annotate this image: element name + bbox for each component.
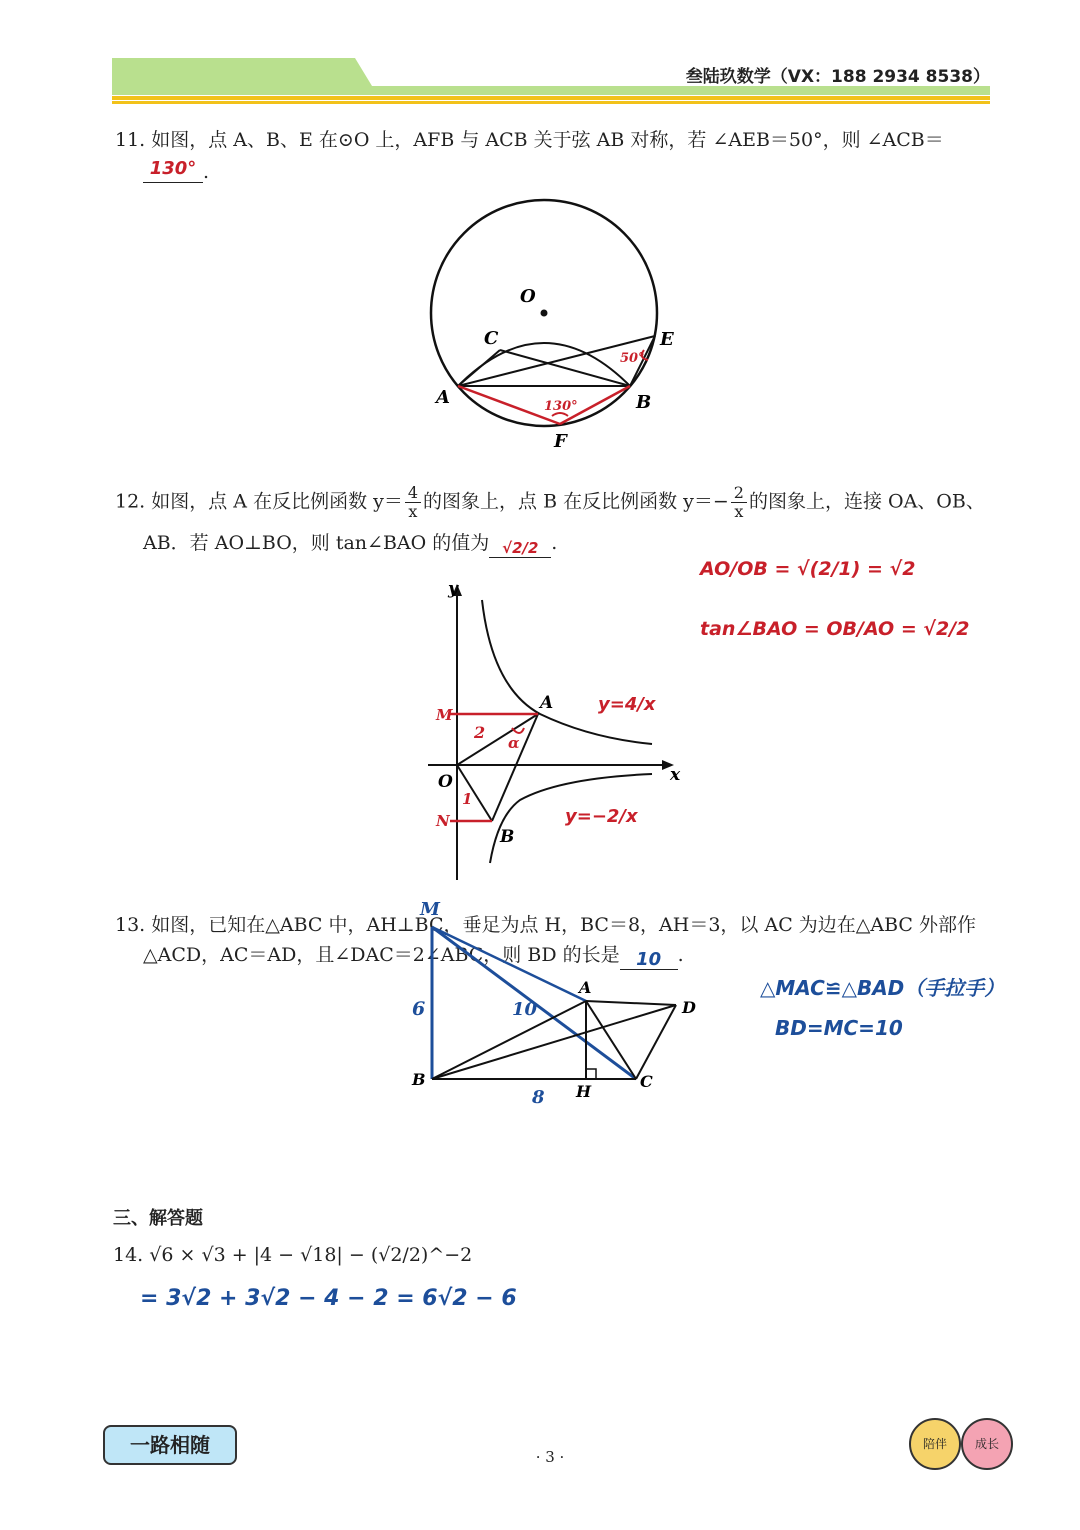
q11-figure [420,190,680,455]
q12-text-line1: 12. 如图，点 A 在反比例函数 y＝ $\frac{4}{x}$ 的图象上，点 B 在反比例函数 y＝− $\frac{2}{x}$ 的图象上，连接 OA、OB、 [115,483,985,521]
q11-label-O: O [520,286,536,307]
q13-text-line1: 13. 如图，已知在△ABC 中，AH⊥BC，垂足为点 H，BC＝8，AH＝3，以 AC 为边在△ABC 外部作 [115,914,976,936]
q12-label-N: N [436,812,450,830]
q12-label-M: M [436,706,453,724]
q13-note-1: △MAC≌△BAD（手拉手） [760,976,1005,1000]
q12-label-y: y [448,579,458,599]
q13-len-6: 6 [412,998,426,1020]
header-brand: 叁陆玖数学（VX：188 2934 8538） [685,67,990,87]
q12-seg-2: 2 [474,723,486,742]
q12-func2-label: y=−2/x [565,806,638,827]
q11-answer-blank: 130° . [143,158,209,183]
footer-circle-grow: 成长 [961,1418,1013,1470]
q13-label-B: B [412,1070,426,1089]
q12-note-1: AO/OB = √(2/1) = √2 [700,558,916,580]
q11-label-C: C [484,328,499,349]
q13-len-10: 10 [512,999,538,1020]
q11-label-B: B [636,392,652,413]
footer-badge: 一路相随 [103,1425,237,1465]
q12-label-B: B [500,827,515,847]
q12-text-line2: AB．若 AO⊥BO，则 tan∠BAO 的值为 √2/2 . [143,532,558,557]
q12-figure [420,578,690,883]
q11-angle-E: 50° [620,351,645,366]
q13-figure [400,895,710,1115]
q13-label-D: D [682,998,696,1017]
q11-text: 11. 如图，点 A、B、E 在⊙O 上，AFB 与 ACB 关于弦 AB 对称，若 ∠AEB＝50°，则 ∠ACB＝ [115,129,944,151]
q11-angle-F: 130° [544,399,578,414]
q12-seg-1: 1 [462,790,473,808]
q13-note-2: BD=MC=10 [775,1016,903,1040]
q12-alpha: α [508,734,520,752]
q13-label-C: C [640,1072,653,1091]
q14-work: = 3√2 + 3√2 − 4 − 2 = 6√2 − 6 [140,1286,517,1311]
footer-circle-accompany: 陪伴 [909,1418,961,1470]
q14-expression: √6 × √3 + |4 − √18| − (√2/2)^−2 [149,1244,473,1266]
q13-len-8: 8 [532,1087,545,1108]
q11-label-A: A [436,387,450,408]
q12-label-O: O [438,772,453,792]
q13-label-H: H [576,1082,592,1101]
q12-label-x: x [670,765,681,785]
q13-answer: 10 [620,945,678,970]
q12-label-A: A [540,693,554,713]
q11-label-F: F [554,431,567,452]
q11-label-E: E [660,329,674,350]
section-title: 三、解答题 [113,1208,203,1229]
header-banner [0,0,1080,110]
q12-note-2: tan∠BAO = OB/AO = √2/2 [700,618,970,640]
q13-label-M: M [420,899,440,920]
q14-text: 14. √6 × √3 + |4 − √18| − (√2/2)^−2 [113,1244,473,1266]
page-number: · 3 · [535,1448,565,1466]
q13-text-line2: △ACD，AC＝AD，且∠DAC＝2∠ABC，则 BD 的长是 10 . [143,944,684,970]
q11-answer: 130° [143,158,203,183]
q12-answer: √2/2 [489,533,551,558]
q13-label-A: A [579,978,592,997]
q12-func1-label: y=4/x [598,694,656,715]
